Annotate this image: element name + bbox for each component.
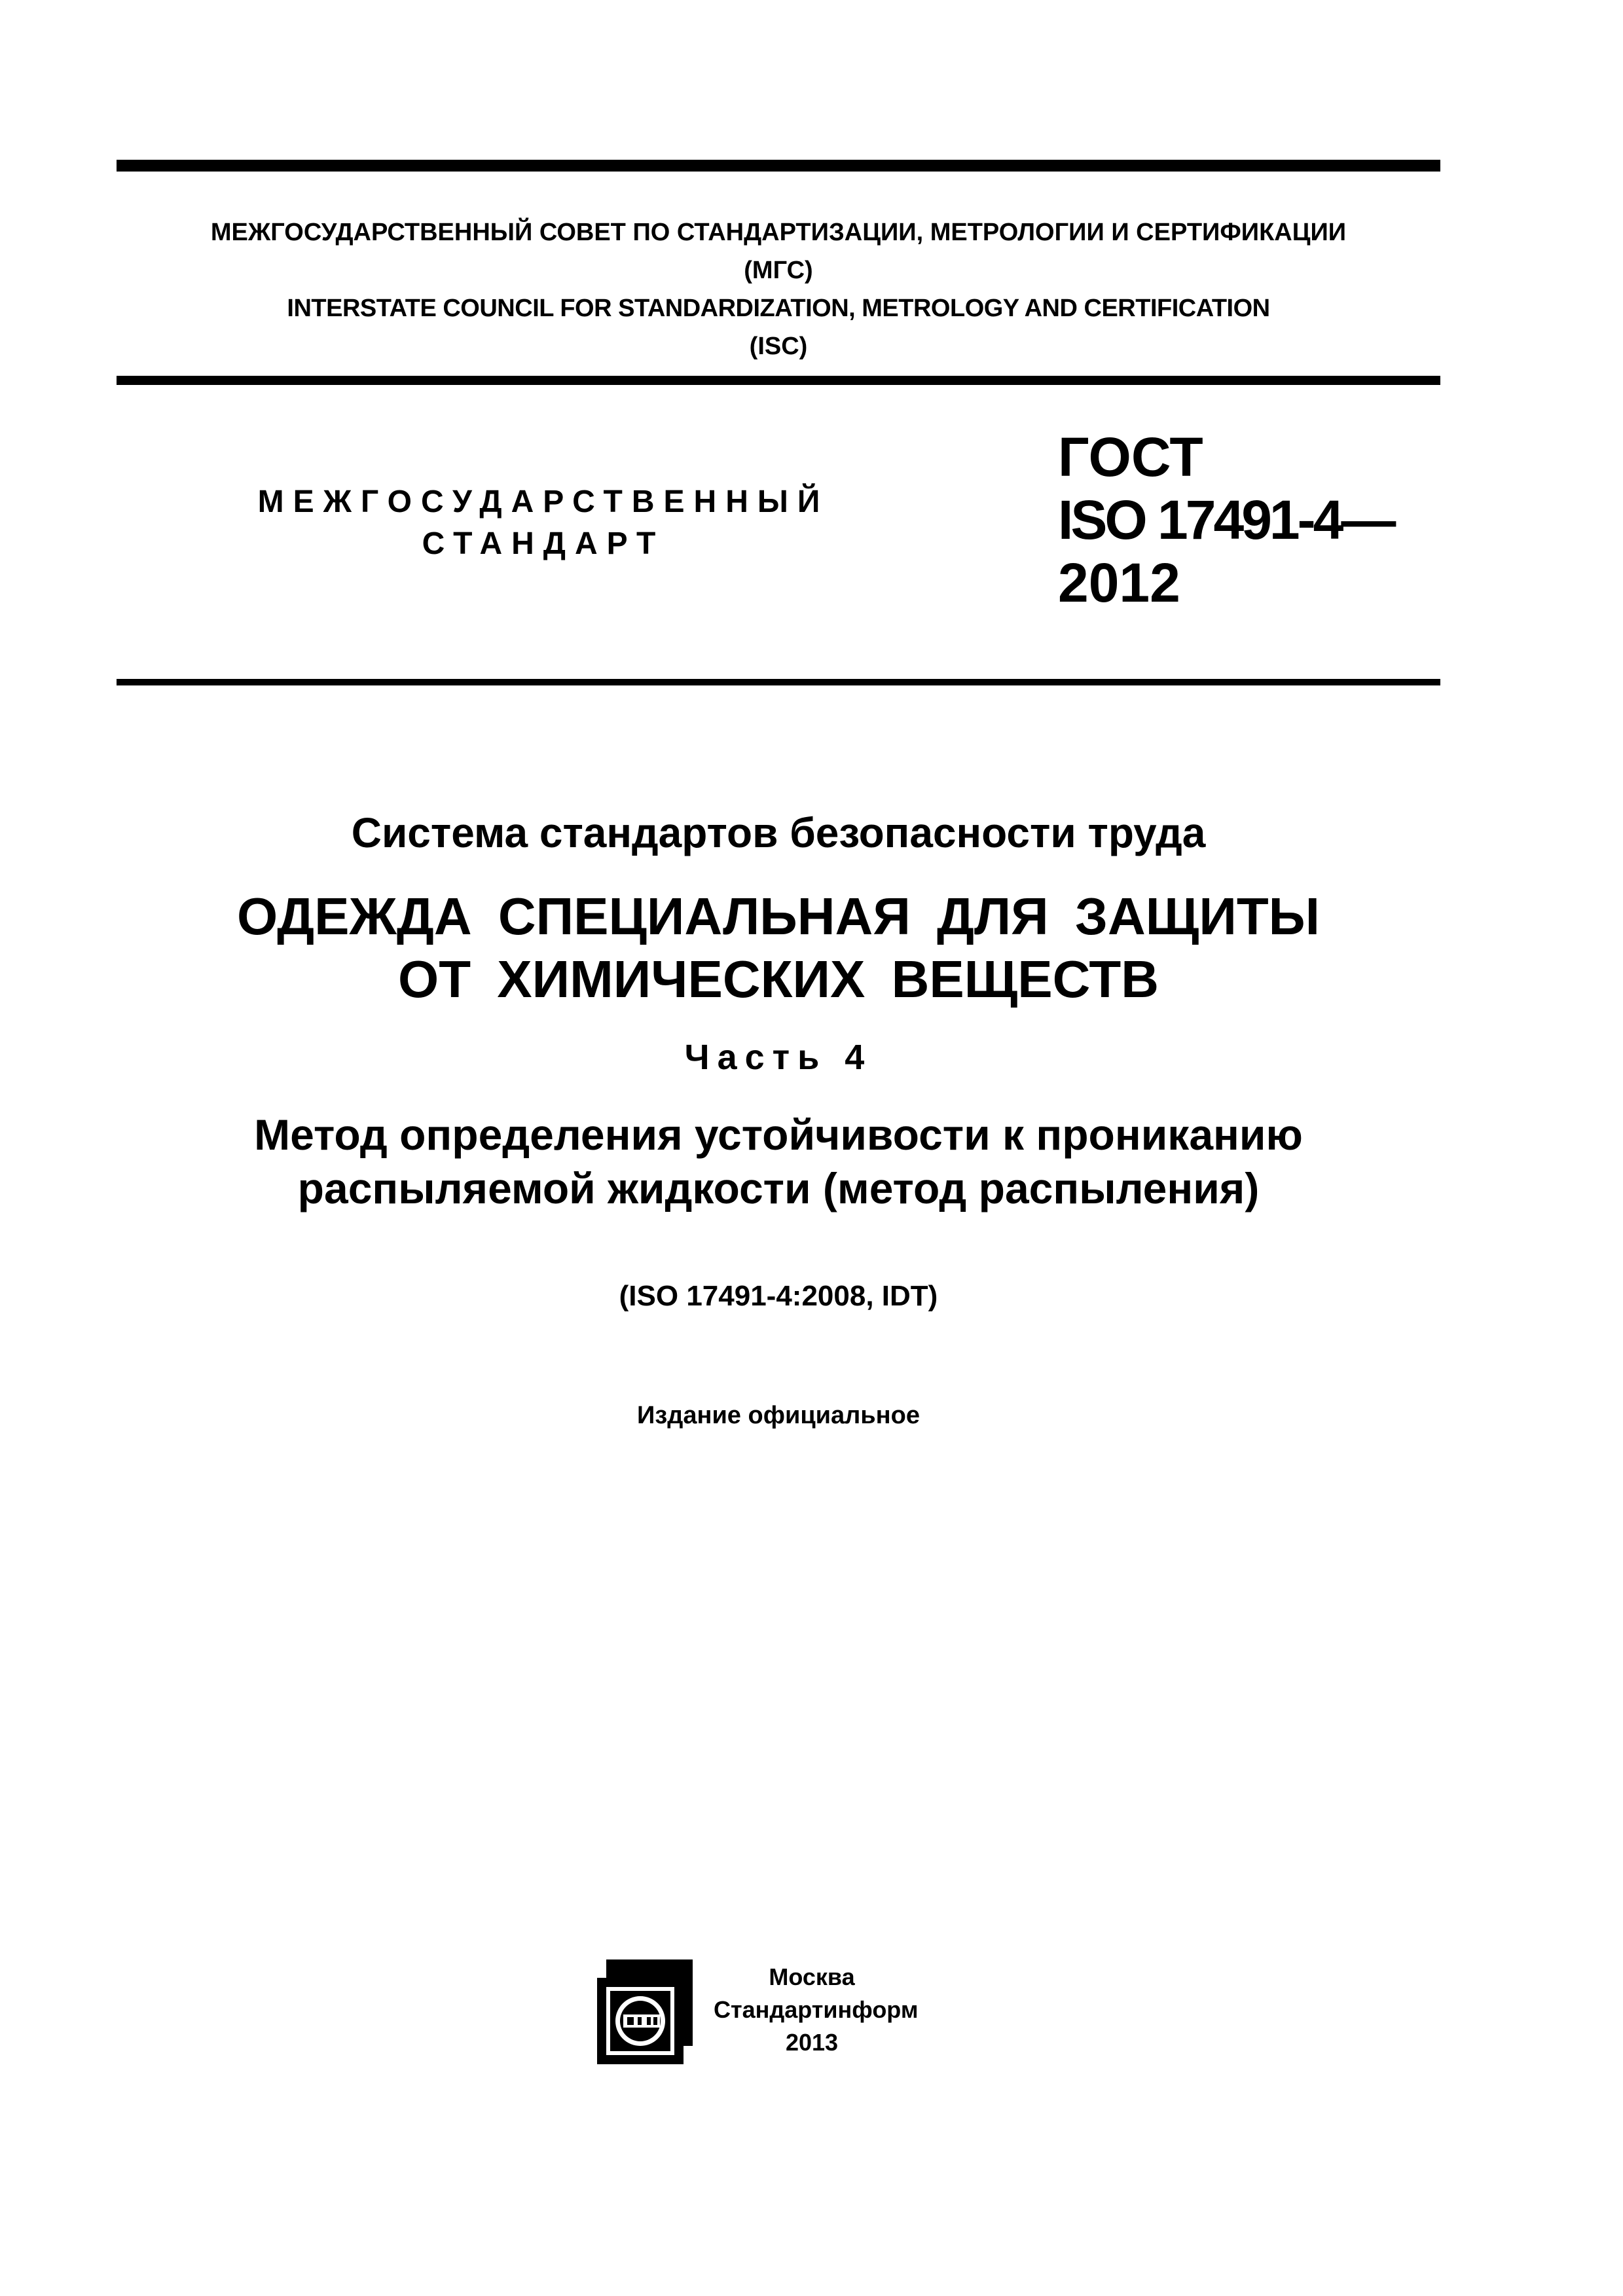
subtitle [117,1108,1440,1215]
main-title-line1: ОДЕЖДА СПЕЦИАЛЬНАЯ ДЛЯ ЗАЩИТЫ [237,887,1320,945]
council-abbr-ru: (МГС) [744,257,813,284]
council-name-ru: МЕЖГОСУДАРСТВЕННЫЙ СОВЕТ ПО СТАНДАРТИЗАЦИИ, МЕТРОЛОГИИ И СЕРТИФИКАЦИИ [210,219,1347,246]
publisher-name: Стандартинформ [714,1996,919,2023]
series-title: Система стандартов безопасности труда [351,809,1206,856]
standard-type-line1: МЕЖГОСУДАРСТВЕННЫЙ [257,484,830,519]
part-label: Часть 4 [684,1038,873,1077]
standard-designation [1058,426,1393,614]
subtitle-line1: Метод определения устойчивости к прониканию [254,1110,1303,1159]
standard-type-line2: СТАНДАРТ [422,526,665,561]
main-title-line2: ОТ ХИМИЧЕСКИХ ВЕЩЕСТВ [397,950,1159,1008]
designation-line1: ГОСТ [1058,426,1203,488]
designation-line3: 2012 [1058,552,1180,613]
standartinform-logo-icon [597,1954,695,2069]
middle-rule [117,376,1440,385]
subtitle-line2: распыляемой жидкости (метод распыления) [297,1164,1260,1212]
designation-line2: ISO 17491-4— [1058,489,1394,551]
publisher-year: 2013 [785,2029,839,2056]
publisher-info [714,1961,919,2059]
edition-label: Издание официальное [637,1402,920,1429]
council-name-en: INTERSTATE COUNCIL FOR STANDARDIZATION, METROLOGY AND CERTIFICATION [287,295,1270,322]
standard-type [216,481,871,565]
council-abbr-en: (ISC) [749,333,808,360]
publisher-city: Москва [769,1963,855,1990]
main-title [117,885,1440,1011]
iso-reference: (ISO 17491-4:2008, IDT) [619,1280,938,1312]
top-rule [117,160,1440,172]
council-header [117,213,1440,365]
lower-rule [117,679,1440,685]
